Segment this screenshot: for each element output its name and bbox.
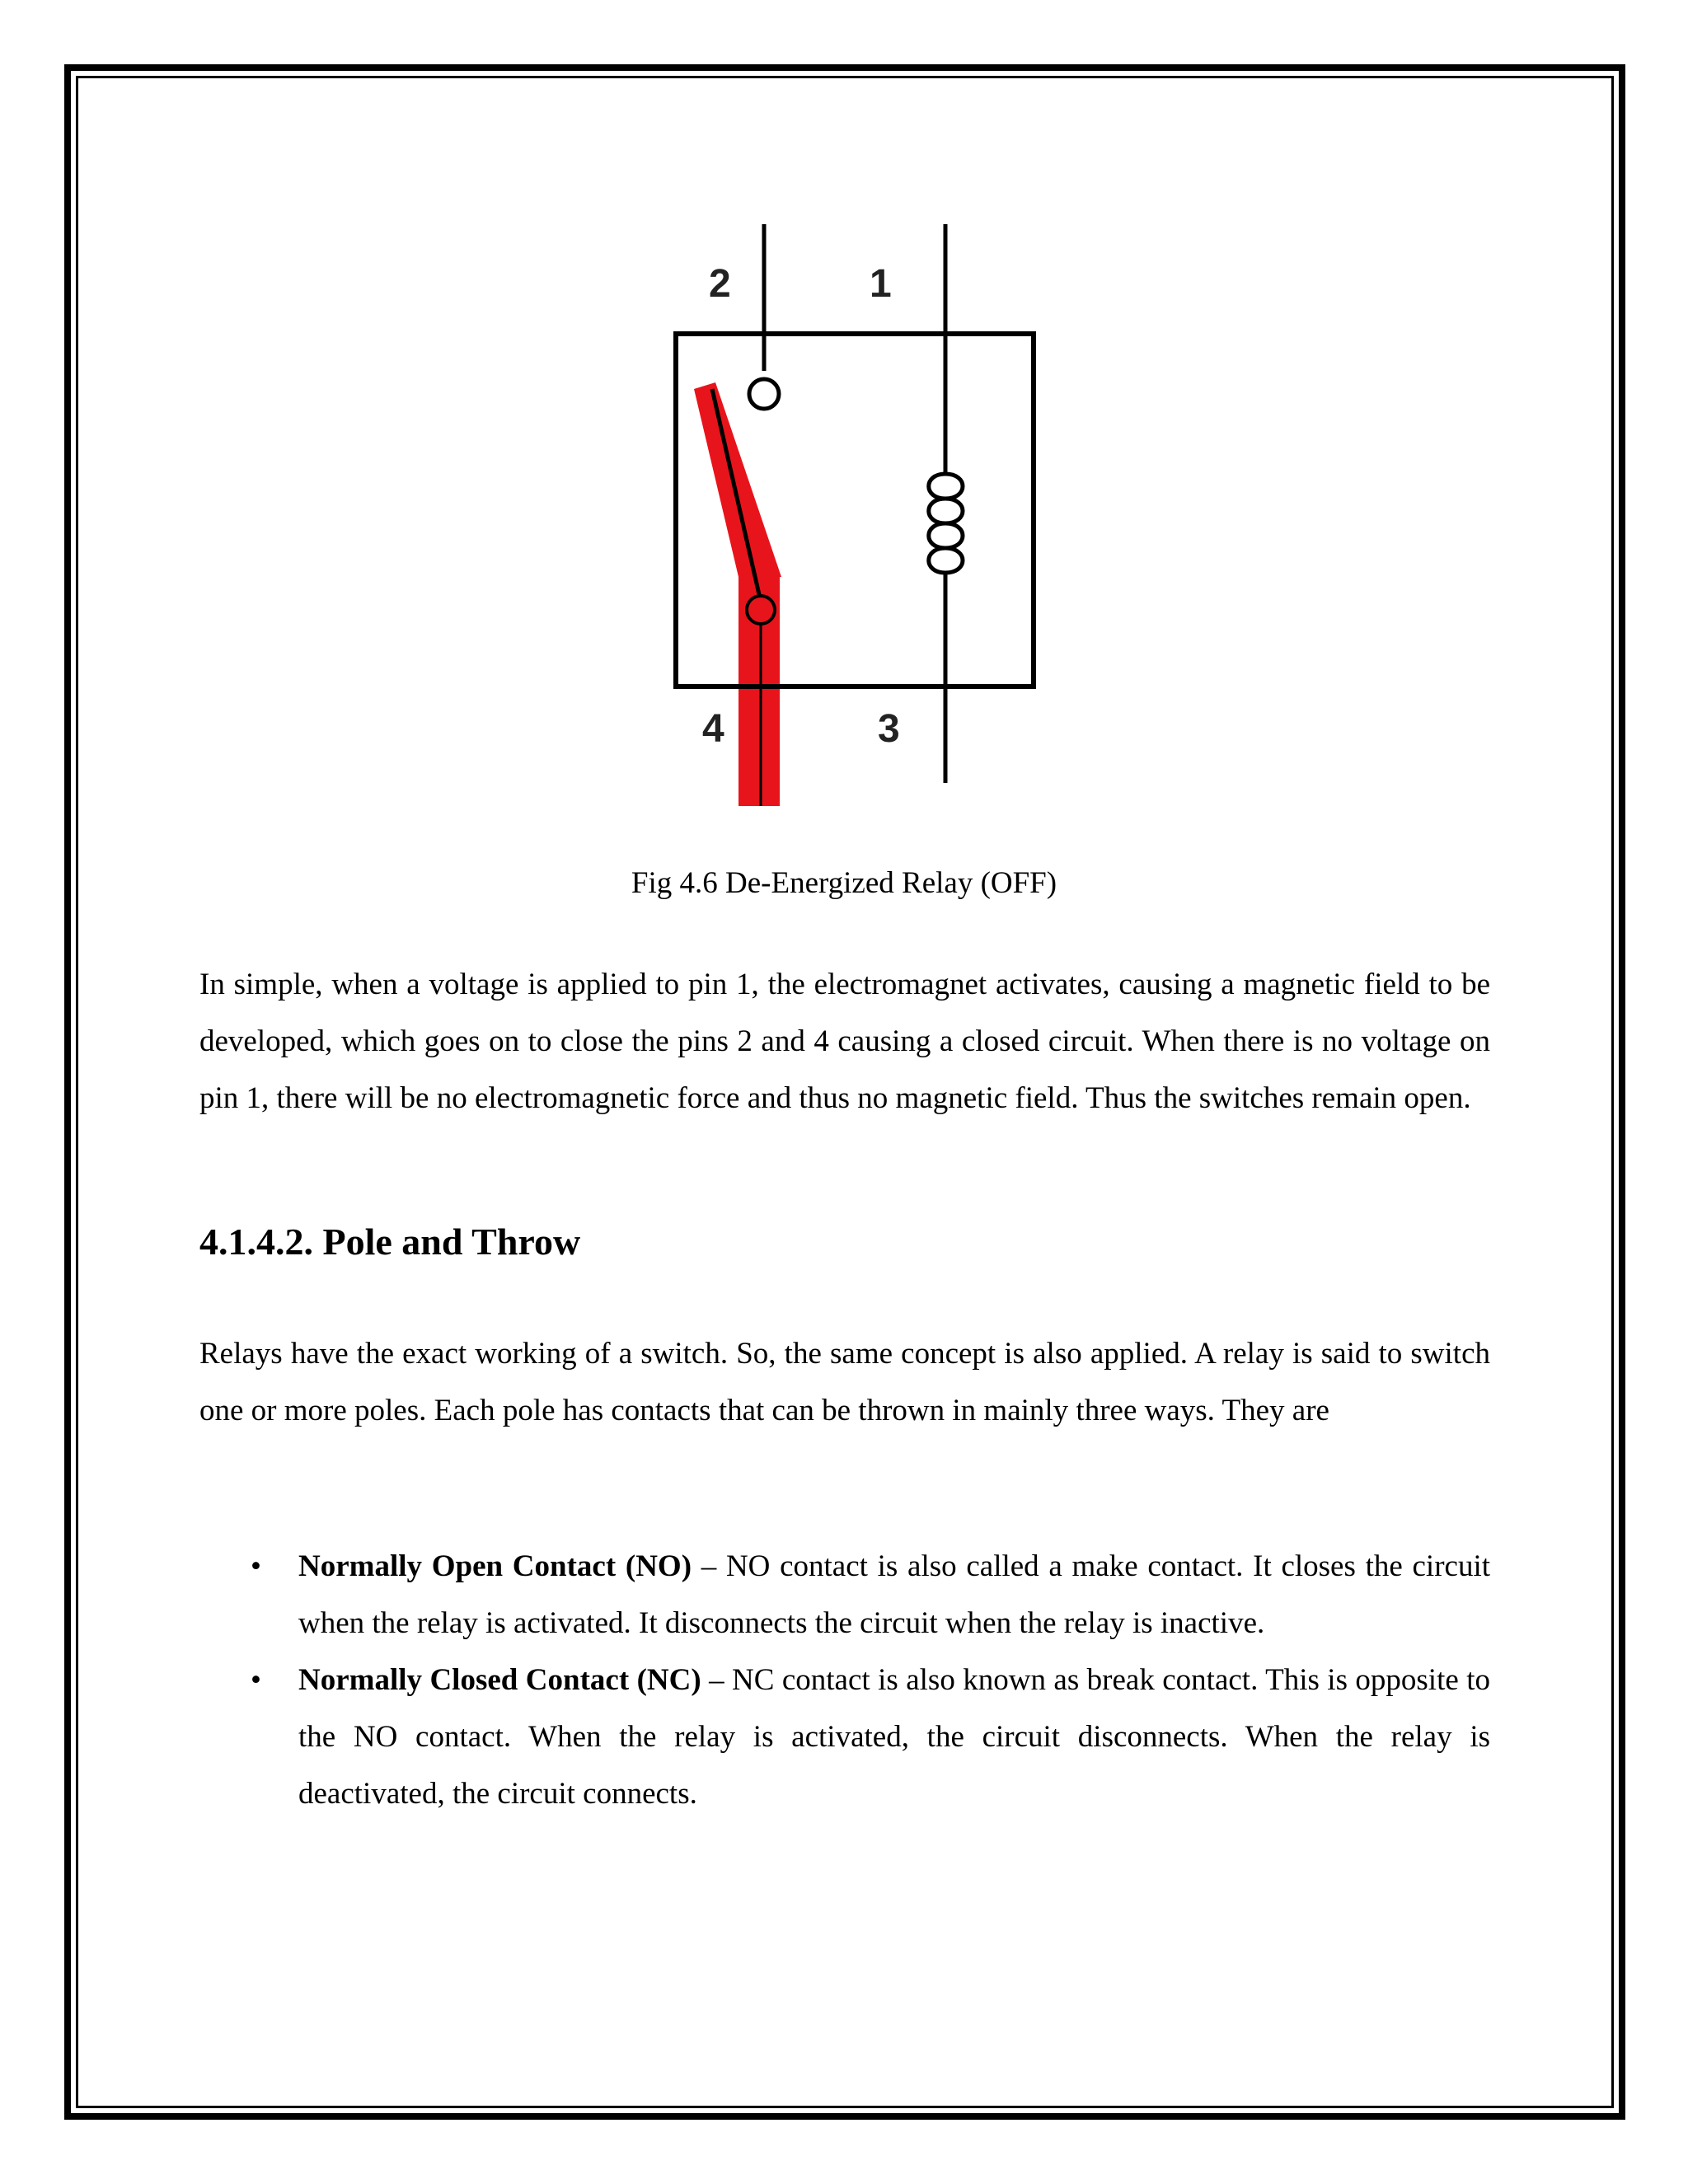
bullet-icon: •	[251, 1663, 261, 1697]
pin-label-4: 4	[702, 707, 724, 751]
switch-arm-highlight	[694, 382, 781, 577]
paragraph-pole-throw: Relays have the exact working of a switch. So, the same concept is also applied. A relay is said to switch one or more poles. Each pole has contacts that can be thrown in mainly three ways. They are	[199, 1337, 1490, 1427]
section-heading: 4.1.4.2. Pole and Throw	[199, 1221, 581, 1263]
list-item	[199, 1652, 1490, 1822]
figure-caption: Fig 4.6 De-Energized Relay (OFF)	[631, 866, 1057, 900]
contact-types-list	[199, 1538, 1490, 1822]
list-item-title: Normally Open Contact (NO)	[298, 1549, 692, 1583]
relay-diagram	[643, 214, 1055, 824]
fixed-contact	[749, 379, 779, 409]
bullet-icon: •	[251, 1549, 261, 1583]
pin-label-2: 2	[709, 262, 731, 306]
coil-icon	[929, 474, 963, 573]
paragraph-relay-operation: In simple, when a voltage is applied to pin 1, the electromagnet activates, causing a magnetic field to be developed, which goes on to close the pins 2 and 4 causing a closed circuit. When there is no voltage on pin 1, there will be no electromagnetic force and thus no magnetic field. Thus the switches remain open.	[199, 968, 1490, 1115]
pivot-contact	[747, 596, 775, 624]
list-item-title: Normally Closed Contact (NC)	[298, 1663, 701, 1697]
list-item-text: – NO contact is also called a make contact. It closes the circuit when the relay is activated. It disconnects the circuit when the relay is inactive.	[298, 1549, 1491, 1640]
list-item-text: – NC contact is also known as break contact. This is opposite to the NO contact. When the relay is activated, the circuit disconnects. When the relay is deactivated, the circuit connects.	[298, 1663, 1490, 1811]
pin-label-3: 3	[878, 707, 900, 751]
list-item	[199, 1538, 1490, 1652]
pin-label-1: 1	[870, 262, 892, 306]
